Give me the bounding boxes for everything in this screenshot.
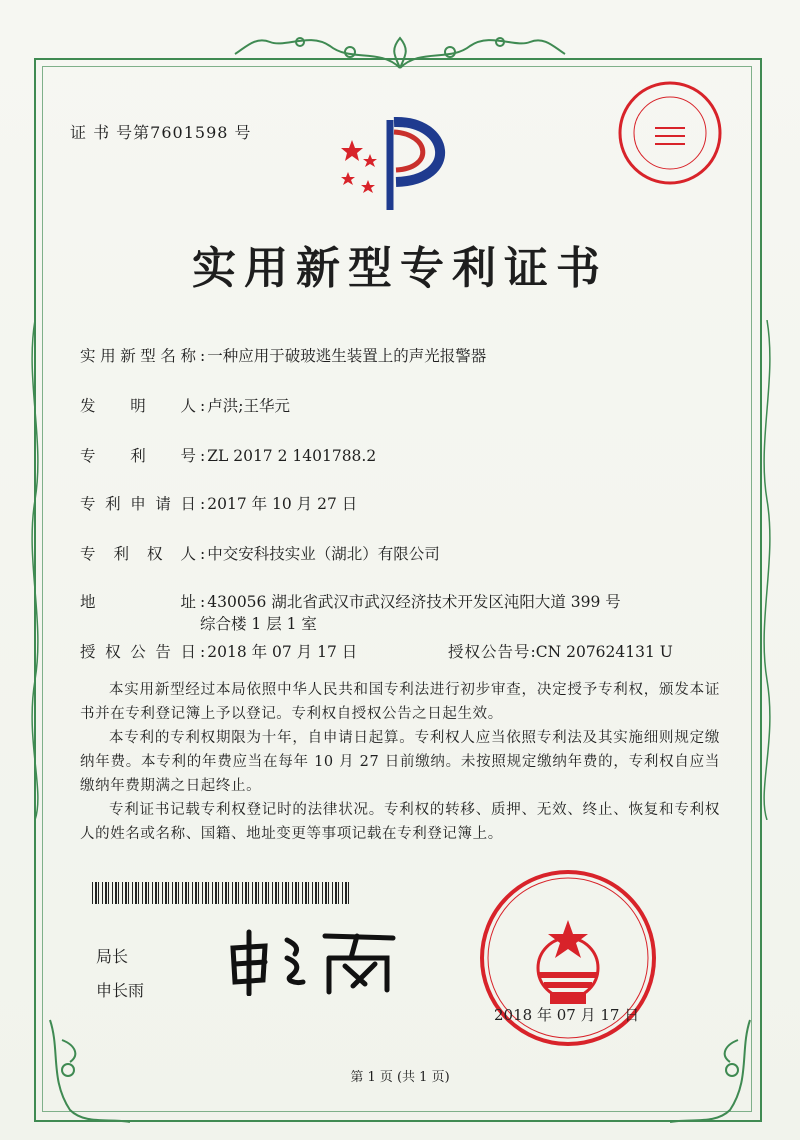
stamp-date: 2018 年 07 月 17 日 <box>494 1006 640 1024</box>
field-label: 实用新型名称 <box>80 347 196 365</box>
right-ornament <box>752 320 782 820</box>
field-value: 中交安科技实业（湖北）有限公司 <box>207 545 440 563</box>
certificate-number: 证 书 号第7601598 号 <box>70 123 252 142</box>
tax-seal-icon <box>615 78 725 188</box>
field-label: 专利申请日 <box>80 495 196 513</box>
field-value: 2017 年 10 月 27 日 <box>207 495 358 513</box>
field-label: 专利权人 <box>80 545 196 563</box>
field-value: 卢洪;王华元 <box>207 397 290 415</box>
field-patentee: 专利权人 : 中交安科技实业（湖北）有限公司 <box>80 542 440 564</box>
page-title: 实用新型专利证书 <box>192 243 608 294</box>
field-inventors: 发明人 : 卢洪;王华元 <box>80 394 290 416</box>
cnipa-logo-icon <box>330 110 470 220</box>
field-grant-date: 授权公告日 : 2018 年 07 月 17 日 <box>80 640 357 662</box>
field-value: ZL 2017 2 1401788.2 <box>207 447 377 465</box>
field-filing-date: 专利申请日 : 2017 年 10 月 27 日 <box>80 492 357 514</box>
field-value: 2018 年 07 月 17 日 <box>207 643 358 661</box>
field-value: 430056 湖北省武汉市武汉经济技术开发区沌阳大道 399 号 <box>207 593 621 611</box>
field-label: 授权公告号 <box>448 643 531 661</box>
field-address-line2: 综合楼 1 层 1 室 <box>200 615 317 633</box>
field-label: 授权公告日 <box>80 643 196 661</box>
field-utility-model-name: 实用新型名称 : 一种应用于破玻逃生装置上的声光报警器 <box>80 344 486 366</box>
paragraph-3: 专利证书记载专利权登记时的法律状况。专利权的转移、质押、无效、终止、恢复和专利权人的姓名或名称、国籍、地址变更等事项记载在专利登记簿上。 <box>80 802 720 842</box>
field-value: 一种应用于破玻逃生装置上的声光报警器 <box>207 347 487 365</box>
field-label: 地址 <box>80 593 196 611</box>
signatory-name: 申长雨 <box>96 981 145 1000</box>
field-label: 专利号 <box>80 447 196 465</box>
signatory-role: 局长 <box>96 947 129 966</box>
paragraph-1: 本实用新型经过本局依照中华人民共和国专利法进行初步审查，决定授予专利权，颁发本证书并在专利登记簿上予以登记。专利权自授权公告之日起生效。 <box>80 682 720 722</box>
field-address: 地址 : 430056 湖北省武汉市武汉经济技术开发区沌阳大道 399 号 <box>80 590 621 612</box>
top-ornament <box>230 28 570 74</box>
field-grant-number: 授权公告号:CN 207624131 U <box>448 643 673 661</box>
left-ornament <box>20 320 50 820</box>
field-patent-number: 专利号 : ZL 2017 2 1401788.2 <box>80 444 376 466</box>
field-value: CN 207624131 U <box>535 643 673 661</box>
page-footer: 第 1 页 (共 1 页) <box>350 1070 450 1085</box>
paragraph-2: 本专利的专利权期限为十年，自申请日起算。专利权人应当依照专利法及其实施细则规定缴纳年费。本专利的年费应当在每年 10 月 27 日前缴纳。未按照规定缴纳年费的，专利权自应当缴纳年费期满之日起终止。 <box>80 730 720 794</box>
barcode <box>92 882 352 904</box>
field-label: 发明人 <box>80 397 196 415</box>
handwritten-signature <box>225 928 400 996</box>
